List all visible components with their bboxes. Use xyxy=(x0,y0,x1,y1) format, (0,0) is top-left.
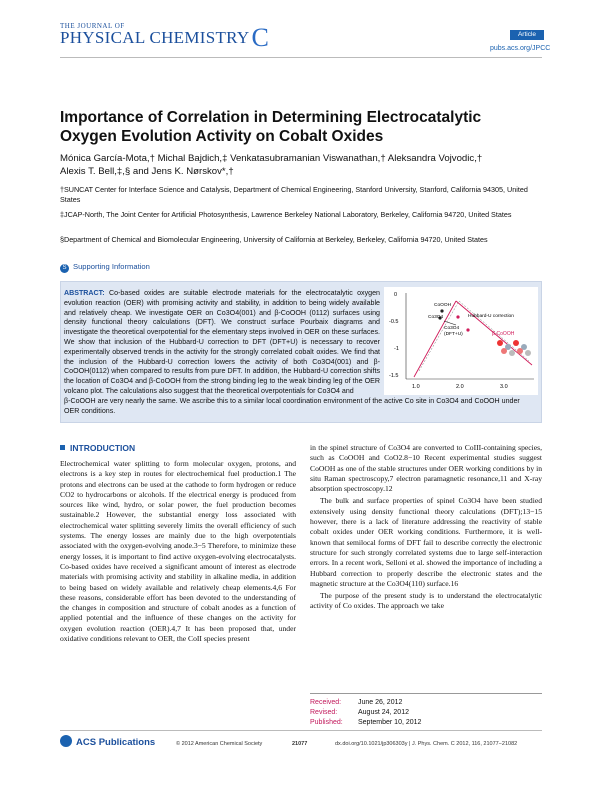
journal-url[interactable]: pubs.acs.org/JPCC xyxy=(490,45,551,52)
authors-line-1: Mónica García-Mota,† Michal Bajdich,‡ Venkatasubramanian Viswanathan,† Aleksandra Vojvodic,† xyxy=(60,153,483,164)
paragraph: Electrochemical water splitting to form molecular oxygen, protons, and electrons is a key step in routes for electrochemical fuel production.1 The protons and electrons can be used at the cathode to form hydrogen or reduce CO2 to hydrocarbons or alcohols. If the electrical energy is produced from sources like wind, hydro, or solar power, the fuel production becomes sustainable.2 However, the substantial energy loss associated with electrochemical water splitting severely limits the overall efficiency of such systems. The energy losses are mainly due to the high overpotentials associated with the oxygen-evolving anode.3−5 Therefore, to minimize these energy losses, it is important to find active oxygen-evolving electrocatalysts. Co-based oxides have received a significant amount of interest as electrode materials with promising activity and stability in alkaline media, in addition to being based on widely available and relatively cheap elements.4,6 For these reasons, considerable effort has been devoted to the understanding of the changes in composition and structure of cobalt anodes as a function of applied potential and the influence of these changes on the activity for oxygen evolution reaction (OER).4,7 It has been proposed that, under oxidative conditions relevant to OER, the CoII species present xyxy=(60,459,296,644)
toc-ytick: -1 xyxy=(394,346,399,352)
toc-xtick: 3.0 xyxy=(500,384,508,390)
published-label: Published: xyxy=(310,719,343,726)
revised-date: August 24, 2012 xyxy=(358,709,409,716)
toc-label: β-CoOOH xyxy=(492,331,515,337)
affiliation-3: §Department of Chemical and Biomolecular Engineering, University of California at Berkeley, Berkeley, California 94720, United States xyxy=(60,235,488,244)
copyright: © 2012 American Chemical Society xyxy=(176,741,263,747)
toc-xtick: 2.0 xyxy=(456,384,464,390)
paragraph: The bulk and surface properties of spinel Co3O4 have been studied extensively using density functional theory calculations (DFT);13−15 however, there is a lack of literature addressing the reactivity of stable cobalt oxides under OER working conditions. Furthermore, it is well-known that semilocal forms of DFT fail to describe correctly the electronic structure for such strongly correlated systems due to large self-interaction errors. In a recent work, Selloni et al. showed the importance of including a Hubbard correction to properly describe the electronic states and the magnetic structure at the Co3O4(110) surface.16 xyxy=(310,496,542,588)
acs-publications-logo: ACS Publications xyxy=(60,735,155,748)
paper-title: Importance of Correlation in Determining Electrocatalytic Oxygen Evolution Activity on Cobalt Oxides xyxy=(60,109,482,145)
header-rule xyxy=(60,57,542,58)
supporting-info-icon: S xyxy=(60,264,69,273)
published-date: September 10, 2012 xyxy=(358,719,422,726)
toc-ytick: -1.5 xyxy=(389,373,399,379)
toc-ytick: 0 xyxy=(394,292,398,298)
toc-label: CoOOH xyxy=(434,303,452,308)
journal-the: THE JOURNAL OF xyxy=(60,22,125,30)
revised-label: Revised: xyxy=(310,709,338,716)
abstract-tail: β-CoOOH are very nearly the same. We ascribe this to a similar local coordination environment of the active Co site in Co3O4 and CoOOH under OER conditions. xyxy=(64,397,520,415)
journal-letter: C xyxy=(251,23,270,52)
toc-label: Co3O4 xyxy=(444,326,460,331)
abstract-label: ABSTRACT: xyxy=(64,289,105,297)
doi-citation[interactable]: dx.doi.org/10.1021/jp306303y | J. Phys. Chem. C 2012, 116, 21077−21082 xyxy=(335,741,518,747)
column-right xyxy=(310,443,542,614)
acs-logo-icon xyxy=(60,735,72,747)
point-cooh xyxy=(440,309,443,312)
authors xyxy=(60,152,542,178)
journal-name: PHYSICAL CHEMISTRYC xyxy=(60,23,270,52)
toc-ytick: -0.5 xyxy=(389,319,399,325)
point-co3o4-u xyxy=(456,315,459,318)
affiliation-1: †SUNCAT Center for Interface Science and Catalysis, Department of Chemical Engineering, Stanford University, Stanford, California 94305, United States xyxy=(60,185,528,204)
section-heading-introduction: INTRODUCTION xyxy=(60,443,135,453)
point-bcooh xyxy=(466,328,469,331)
article-badge: Article xyxy=(510,30,544,40)
footer-rule xyxy=(60,730,542,731)
paragraph: The purpose of the present study is to understand the electrocatalytic activity of Co oxides. The approach we take xyxy=(310,591,542,611)
toc-figure xyxy=(384,287,538,395)
affiliation-2: ‡JCAP-North, The Joint Center for Artificial Photosynthesis, Lawrence Berkeley National Laboratory, Berkeley, California 94720, United States xyxy=(60,210,512,219)
received-label: Received: xyxy=(310,699,342,706)
abstract-text: ABSTRACT: Co-based oxides are suitable electrode materials for the electrocatalytic oxygen evolution reaction (OER) with promising activity and stability, in addition to being widely available and relatively cheap. We investigate OER on Co3O4(001) and β-CoOOH (0112) surfaces using density functional theory calculations (DFT). We construct surface Pourbaix diagrams and investigate the theoretical overpotential for the elementary steps involved in OER on these surfaces. We show that inclusion of the Hubbard-U correction to DFT (DFT+U) is necessary to recover experimentally observed trends in the activity for the strongly correlated cobalt oxides. We find that the inclusion of the Hubbard-U correction lowers the activity of both Co3O4(001) and β-CoOOH(0112) when compared to results from pure DFT. In addition, the Hubbard-U correction shifts the location of Co3O4 and β-CoOOH from the strong binding leg to the weak binding leg of the OER volcano plot. The calculations also suggest that the theoretical overpotentials for Co3O4 and xyxy=(64,289,380,395)
article-dates xyxy=(310,693,542,728)
toc-label: Co3O4 xyxy=(428,315,444,320)
received-date: June 26, 2012 xyxy=(358,699,403,706)
page-number: 21077 xyxy=(292,741,308,747)
supporting-info-link[interactable]: S Supporting Information xyxy=(60,262,150,273)
toc-label: (DFT+U) xyxy=(444,332,463,337)
journal-masthead xyxy=(60,22,270,52)
authors-line-2: Alexis T. Bell,‡,§ and Jens K. Nørskov*,† xyxy=(60,166,234,177)
section-marker xyxy=(60,445,65,450)
paragraph: in the spinel structure of Co3O4 are converted to CoIII-containing species, such as CoOOH and CoO2.8−10 Recent experimental studies suggest CoOOH as one of the stable structures under OER working conditions by in situ Raman spectroscopy,7 electron paramagnetic resonance,11 and X-ray absorption spectroscopy.12 xyxy=(310,443,542,494)
toc-xtick: 1.0 xyxy=(412,384,420,390)
toc-label: Hubbard-U correction xyxy=(468,314,514,319)
column-left xyxy=(60,459,296,646)
